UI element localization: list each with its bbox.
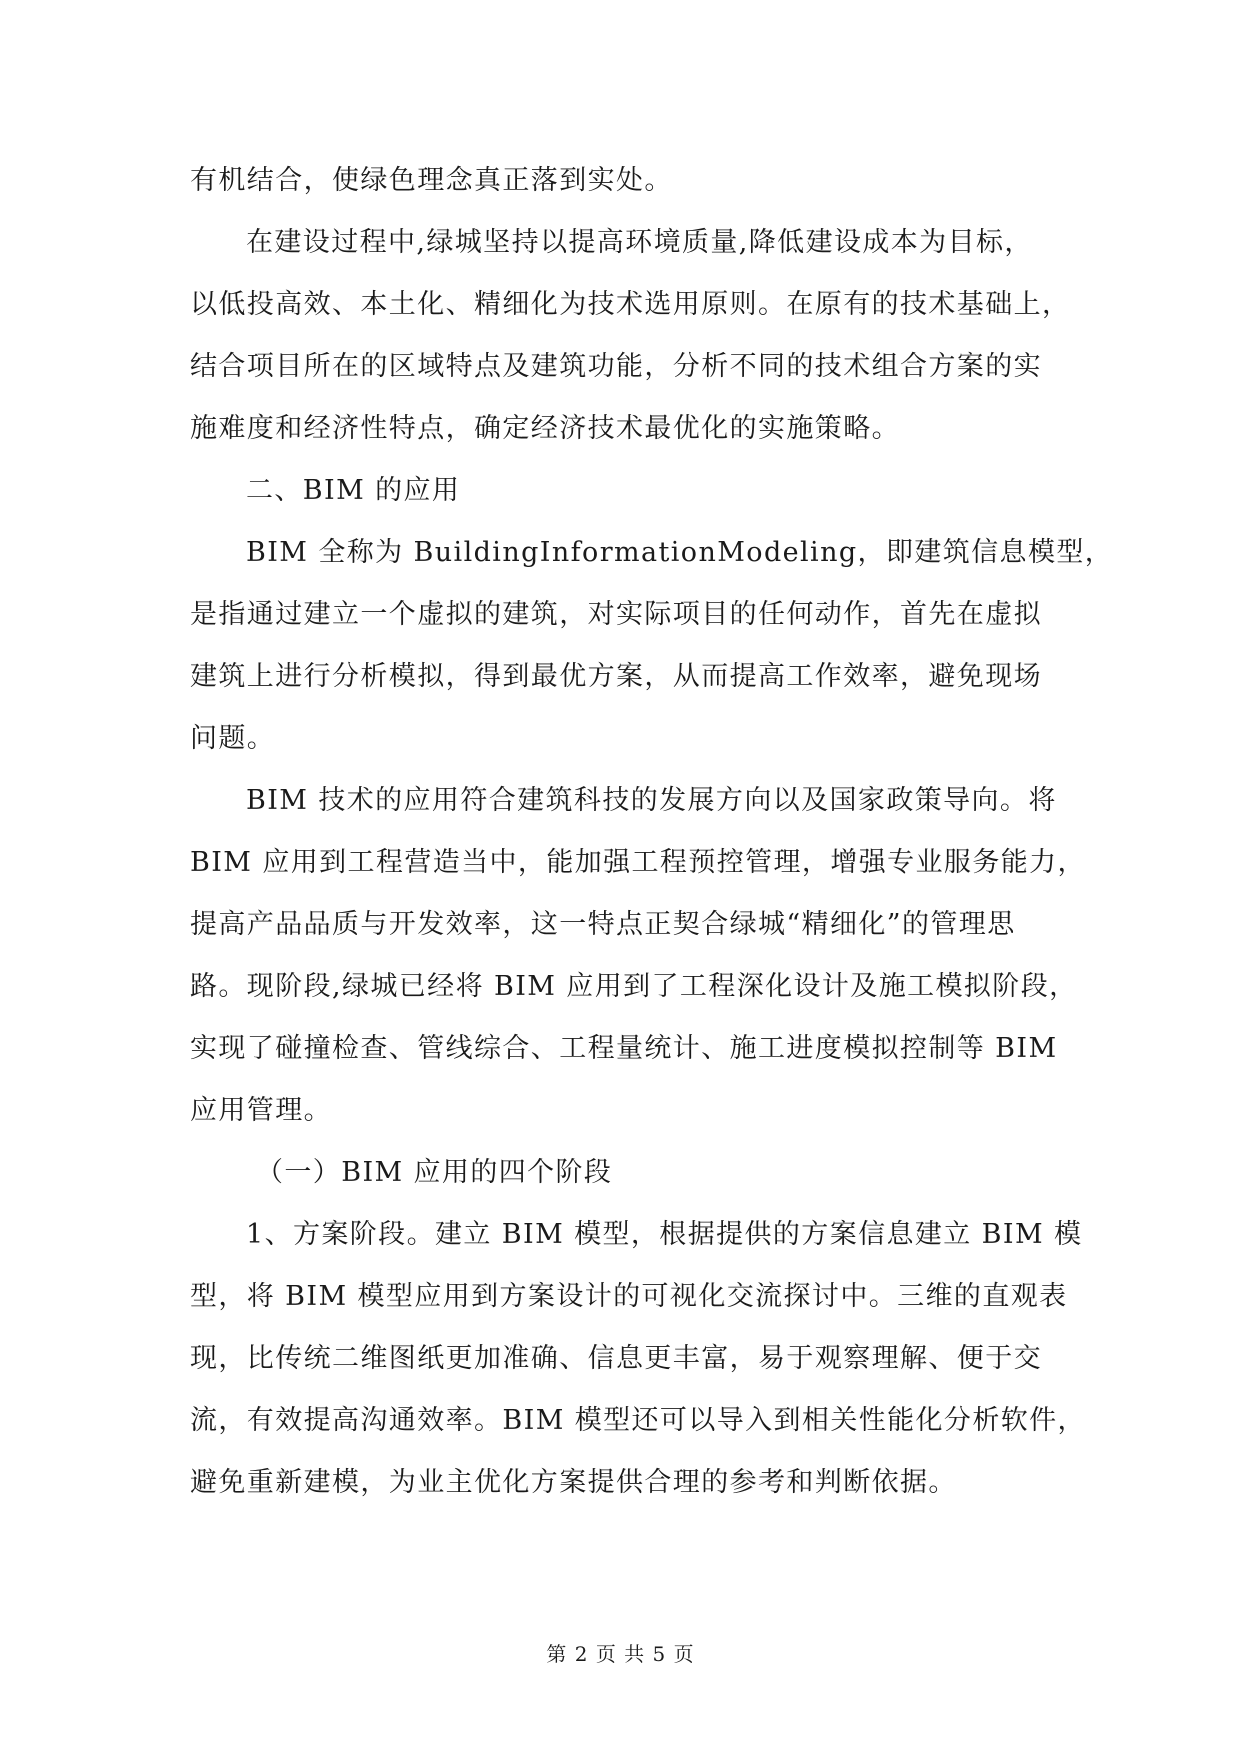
text-line: 流，有效提高沟通效率。BIM 模型还可以导入到相关性能化分析软件， [190, 1405, 1086, 1436]
text-line: 应用管理。 [190, 1095, 332, 1126]
text-line: 实现了碰撞检查、管线综合、工程量统计、施工进度模拟控制等 BIM [190, 1033, 1058, 1064]
text-line: 有机结合，使绿色理念真正落到实处。 [190, 165, 673, 196]
text-line: 型，将 BIM 模型应用到方案设计的可视化交流探讨中。三维的直观表 [190, 1281, 1068, 1312]
section-heading: 二、BIM 的应用 [246, 475, 461, 506]
text-line: 建筑上进行分析模拟，得到最优方案，从而提高工作效率，避免现场 [190, 661, 1042, 692]
text-line: BIM 技术的应用符合建筑科技的发展方向以及国家政策导向。将 [246, 785, 1057, 816]
text-line: 提高产品品质与开发效率，这一特点正契合绿城“精细化”的管理思 [190, 909, 1016, 940]
text-line: 结合项目所在的区域特点及建筑功能，分析不同的技术组合方案的实 [190, 351, 1042, 382]
text-line: 现，比传统二维图纸更加准确、信息更丰富，易于观察理解、便于交 [190, 1343, 1042, 1374]
text-line: 路。现阶段,绿城已经将 BIM 应用到了工程深化设计及施工模拟阶段， [190, 971, 1078, 1002]
text-line: 问题。 [190, 723, 276, 754]
text-line: 是指通过建立一个虚拟的建筑，对实际项目的任何动作，首先在虚拟 [190, 599, 1042, 630]
subsection-heading: （一）BIM 应用的四个阶段 [256, 1157, 613, 1188]
text-line: 施难度和经济性特点，确定经济技术最优化的实施策略。 [190, 413, 900, 444]
text-line: 以低投高效、本土化、精细化为技术选用原则。在原有的技术基础上， [190, 289, 1071, 320]
text-line: 1、方案阶段。建立 BIM 模型，根据提供的方案信息建立 BIM 模 [246, 1219, 1083, 1250]
text-line: 避免重新建模，为业主优化方案提供合理的参考和判断依据。 [190, 1467, 957, 1498]
text-line: 在建设过程中,绿城坚持以提高环境质量,降低建设成本为目标， [246, 227, 1033, 258]
body-text [190, 150, 1114, 1514]
text-line: BIM 应用到工程营造当中，能加强工程预控管理，增强专业服务能力， [190, 847, 1086, 878]
page-number-footer: 第 2 页 共 5 页 [546, 1642, 695, 1666]
text-line: BIM 全称为 BuildingInformationModeling，即建筑信息模型， [246, 537, 1114, 568]
